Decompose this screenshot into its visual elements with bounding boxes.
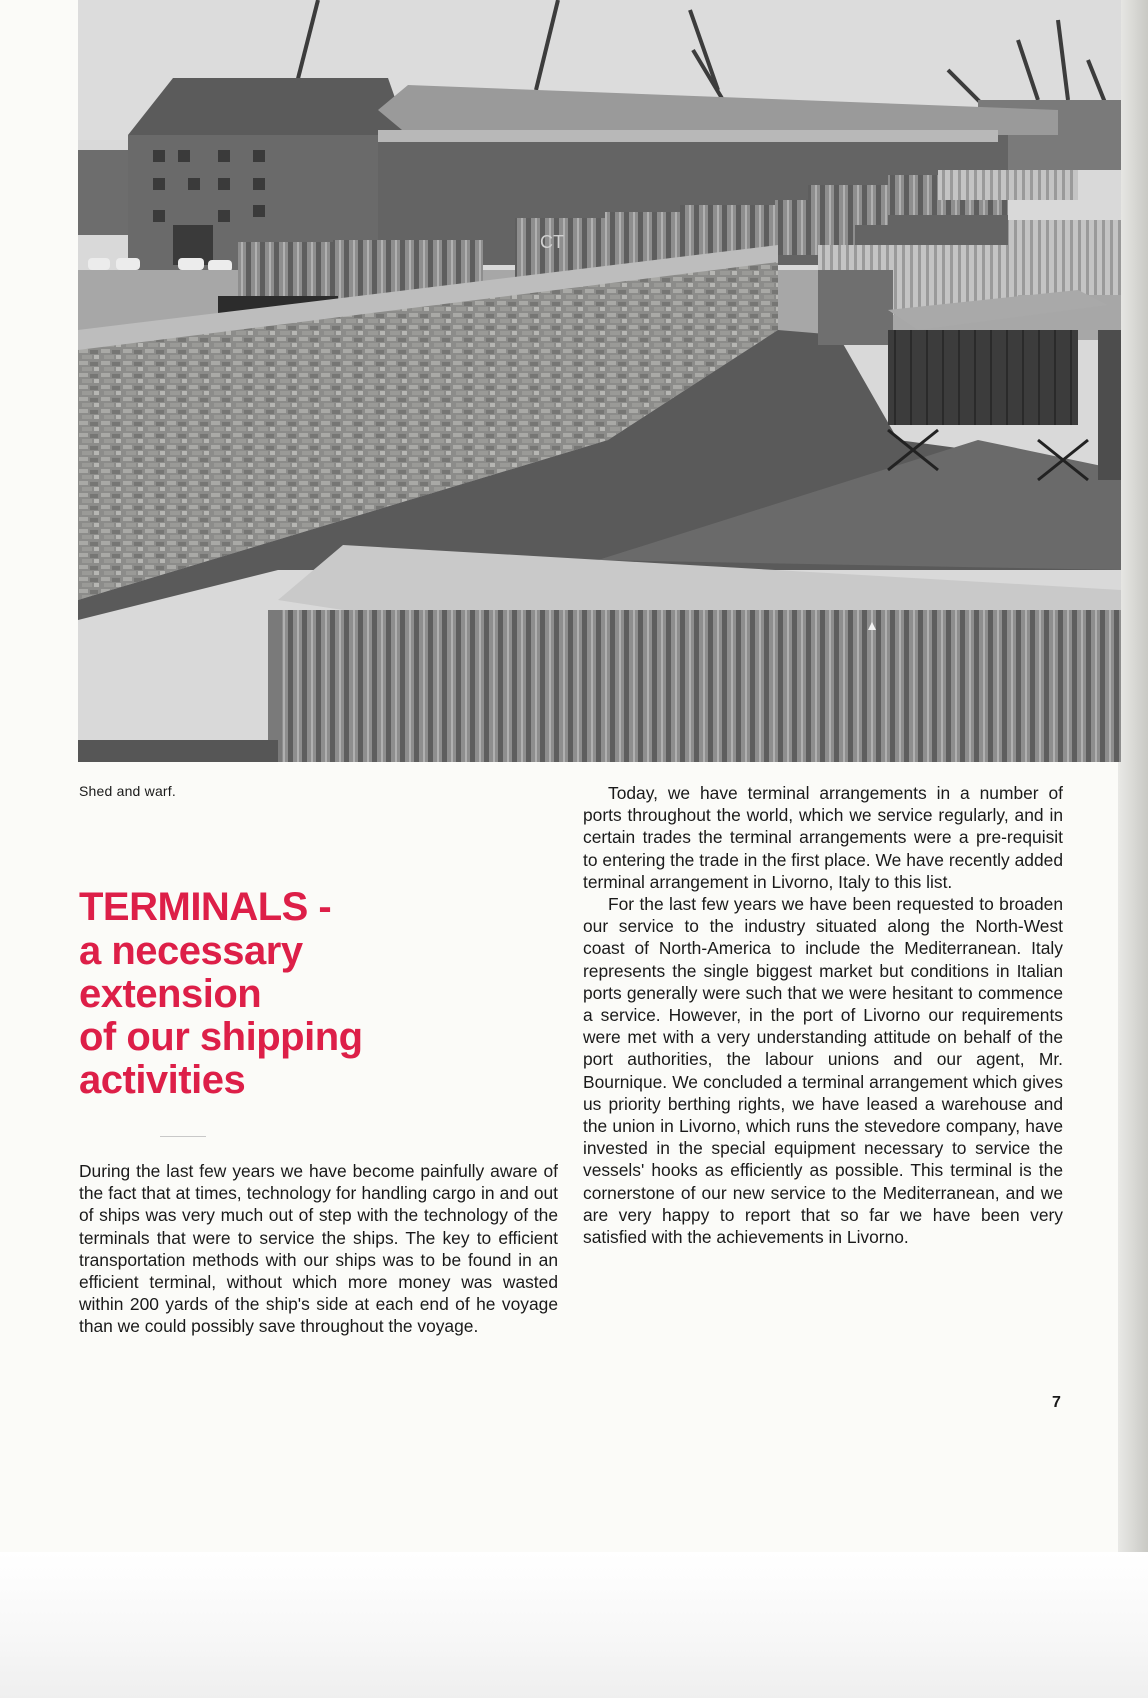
page-edge (1118, 0, 1148, 1560)
headline-subtitle-line: extension (79, 972, 262, 1016)
page-number: 7 (1052, 1394, 1061, 1411)
photo-caption: Shed and warf. (79, 783, 176, 799)
body-paragraph: Today, we have terminal arrangements in a number of ports throughout the world, which we service regularly, and in certain trades the terminal arrangements were a pre-requisit to entering the trade in the first place. We have recently added terminal arrangement in Livorno, Italy to this list. (583, 783, 1063, 892)
body-paragraph: For the last few years we have been requested to broaden our service to the industry situated along the North-West coast of North-America to include the Mediterranean. Italy represents the single biggest market but conditions in Italian ports generally were such that we were hesitant to commence a service. However, in the port of Livorno our requirements were met with a very understanding attitude on behalf of the port authorities, the labour unions and our agent, Mr. Bournique. We concluded a terminal arrangement which gives us priority berthing rights, we have leased a warehouse and the union in Livorno, which runs the stevedore company, have invested in the special equipment necessary to service the vessels' hooks as efficiently as possible. This terminal is the cornerstone of our new service to the Mediterranean, and we are very happy to report that so far we have been very satisfied with the achievements in Livorno. (583, 894, 1063, 1248)
body-column-left (79, 1160, 558, 1338)
headline-title: TERMINALS - (79, 885, 332, 929)
article-headline (79, 884, 549, 1102)
body-paragraph: During the last few years we have become painfully aware of the fact that at times, technology for handling cargo in and out of ships was very much out of step with the technology of the terminals that were to service the ships. The key to efficient transportation methods with our ships was to be found in an efficient terminal, without which more money was wasted within 200 yards of the ship's side at each end of he voyage than we could possibly save throughout the voyage. (79, 1161, 558, 1337)
headline-subtitle-line: a necessary (79, 929, 303, 973)
terminal-photo (78, 0, 1121, 762)
body-column-right (583, 782, 1063, 1248)
page-bottom-margin (0, 1552, 1148, 1698)
headline-subtitle-line: of our shipping (79, 1015, 363, 1059)
divider (160, 1136, 206, 1137)
headline-subtitle-line: activities (79, 1058, 246, 1102)
svg-text:CT: CT (540, 232, 564, 252)
